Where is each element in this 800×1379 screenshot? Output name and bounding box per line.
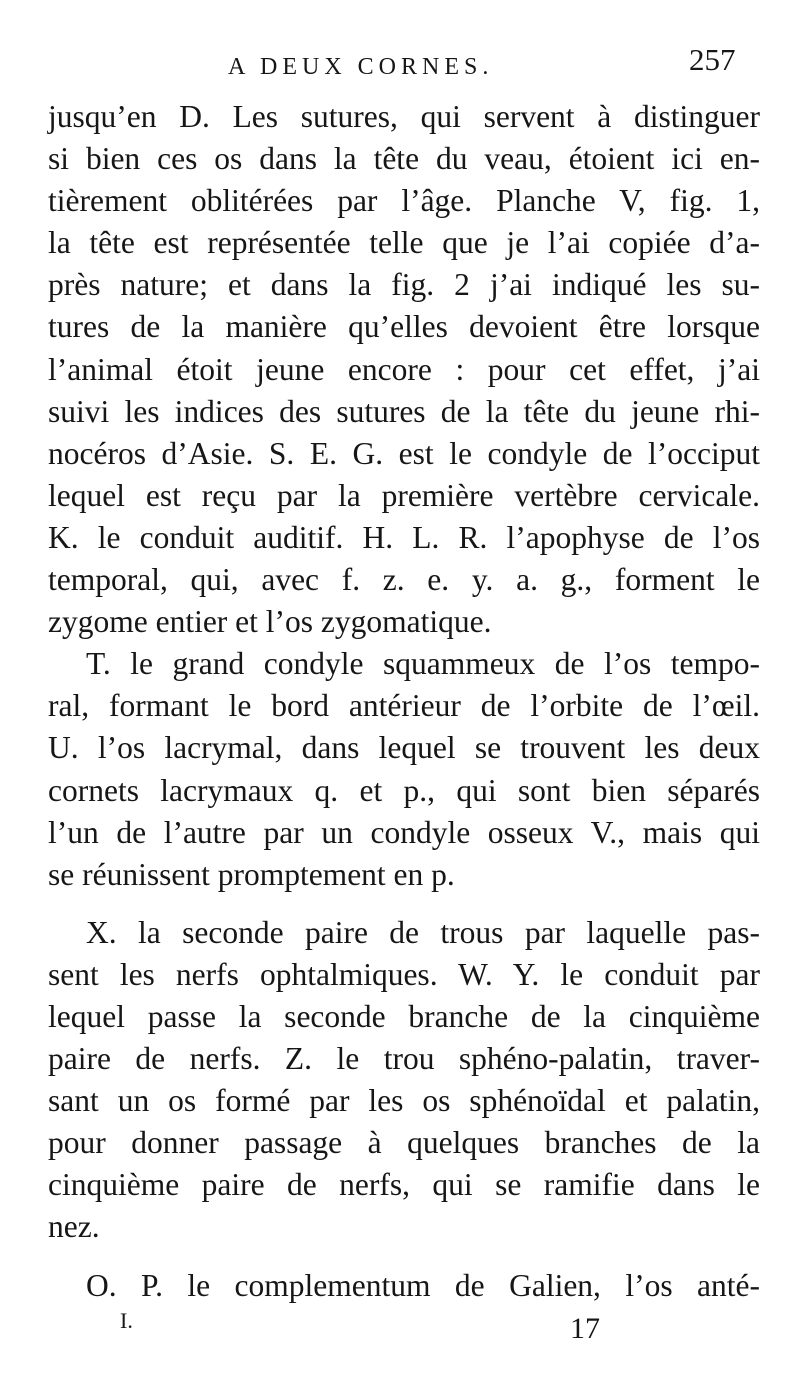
body-text: [48, 96, 760, 1307]
text-line: lequel est reçu par la première vertèbre cervicale.: [48, 477, 760, 513]
text-line: si bien ces os dans la tête du veau, étoient ici en-: [48, 141, 760, 177]
text-line: sant un os formé par les os sphénoïdal et palatin,: [48, 1083, 760, 1119]
text-line: O. P. le complementum de Galien, l’os anté-: [86, 1267, 760, 1303]
text-line: jusqu’en D. Les sutures, qui servent à distinguer: [48, 99, 760, 134]
text-line: nocéros d’Asie. S. E. G. est le condyle de l’occiput: [48, 435, 760, 471]
text-line: cinquième paire de nerfs, qui se ramifie dans le: [48, 1167, 760, 1203]
text-line: sent les nerfs ophtalmiques. W. Y. le conduit par: [48, 956, 760, 992]
text-line: U. l’os lacrymal, dans lequel se trouvent les deux: [48, 730, 760, 766]
text-line: temporal, qui, avec f. z. e. y. a. g., forment le: [48, 562, 760, 598]
text-line: K. le conduit auditif. H. L. R. l’apophyse de l’os: [48, 519, 760, 555]
text-line: lequel passe la seconde branche de la cinquième: [48, 998, 760, 1034]
running-header: [0, 42, 800, 86]
text-line: l’animal étoit jeune encore : pour cet effet, j’ai: [48, 351, 760, 387]
paragraph-gap: [48, 1249, 760, 1265]
text-line: pour donner passage à quelques branches de la: [48, 1125, 760, 1161]
paragraph: [48, 643, 760, 896]
text-line: près nature; et dans la fig. 2 j’ai indiqué les su-: [48, 267, 760, 303]
text-line: paire de nerfs. Z. le trou sphéno-palatin, traver-: [48, 1041, 760, 1077]
page-number: 257: [689, 42, 736, 77]
text-line: cornets lacrymaux q. et p., qui sont bien séparés: [48, 772, 760, 808]
paragraph: [48, 96, 760, 643]
text-line: tièrement oblitérées par l’âge. Planche V, fig. 1,: [48, 183, 760, 219]
text-line: X. la seconde paire de trous par laquelle pas-: [86, 914, 760, 950]
text-line: nez.: [48, 1209, 100, 1245]
text-line: l’un de l’autre par un condyle osseux V., mais qui: [48, 814, 760, 850]
text-line: T. le grand condyle squammeux de l’os tempo-: [86, 646, 760, 682]
paragraph: [48, 1265, 760, 1307]
page-footer: [0, 1308, 800, 1352]
paragraph: [48, 912, 760, 1249]
paragraph-gap: [48, 896, 760, 912]
text-line: tures de la manière qu’elles devoient être lorsque: [48, 309, 760, 345]
text-line: se réunissent promptement en p.: [48, 856, 455, 892]
text-line: suivi les indices des sutures de la tête du jeune rhi-: [48, 393, 760, 429]
running-title: A DEUX CORNES.: [228, 54, 494, 80]
text-line: zygome entier et l’os zygomatique.: [48, 604, 492, 640]
signature-mark: I.: [120, 1308, 133, 1333]
text-line: la tête est représentée telle que je l’ai copiée d’a-: [48, 225, 760, 261]
text-line: ral, formant le bord antérieur de l’orbite de l’œil.: [48, 688, 760, 724]
gathering-number: 17: [570, 1312, 600, 1345]
